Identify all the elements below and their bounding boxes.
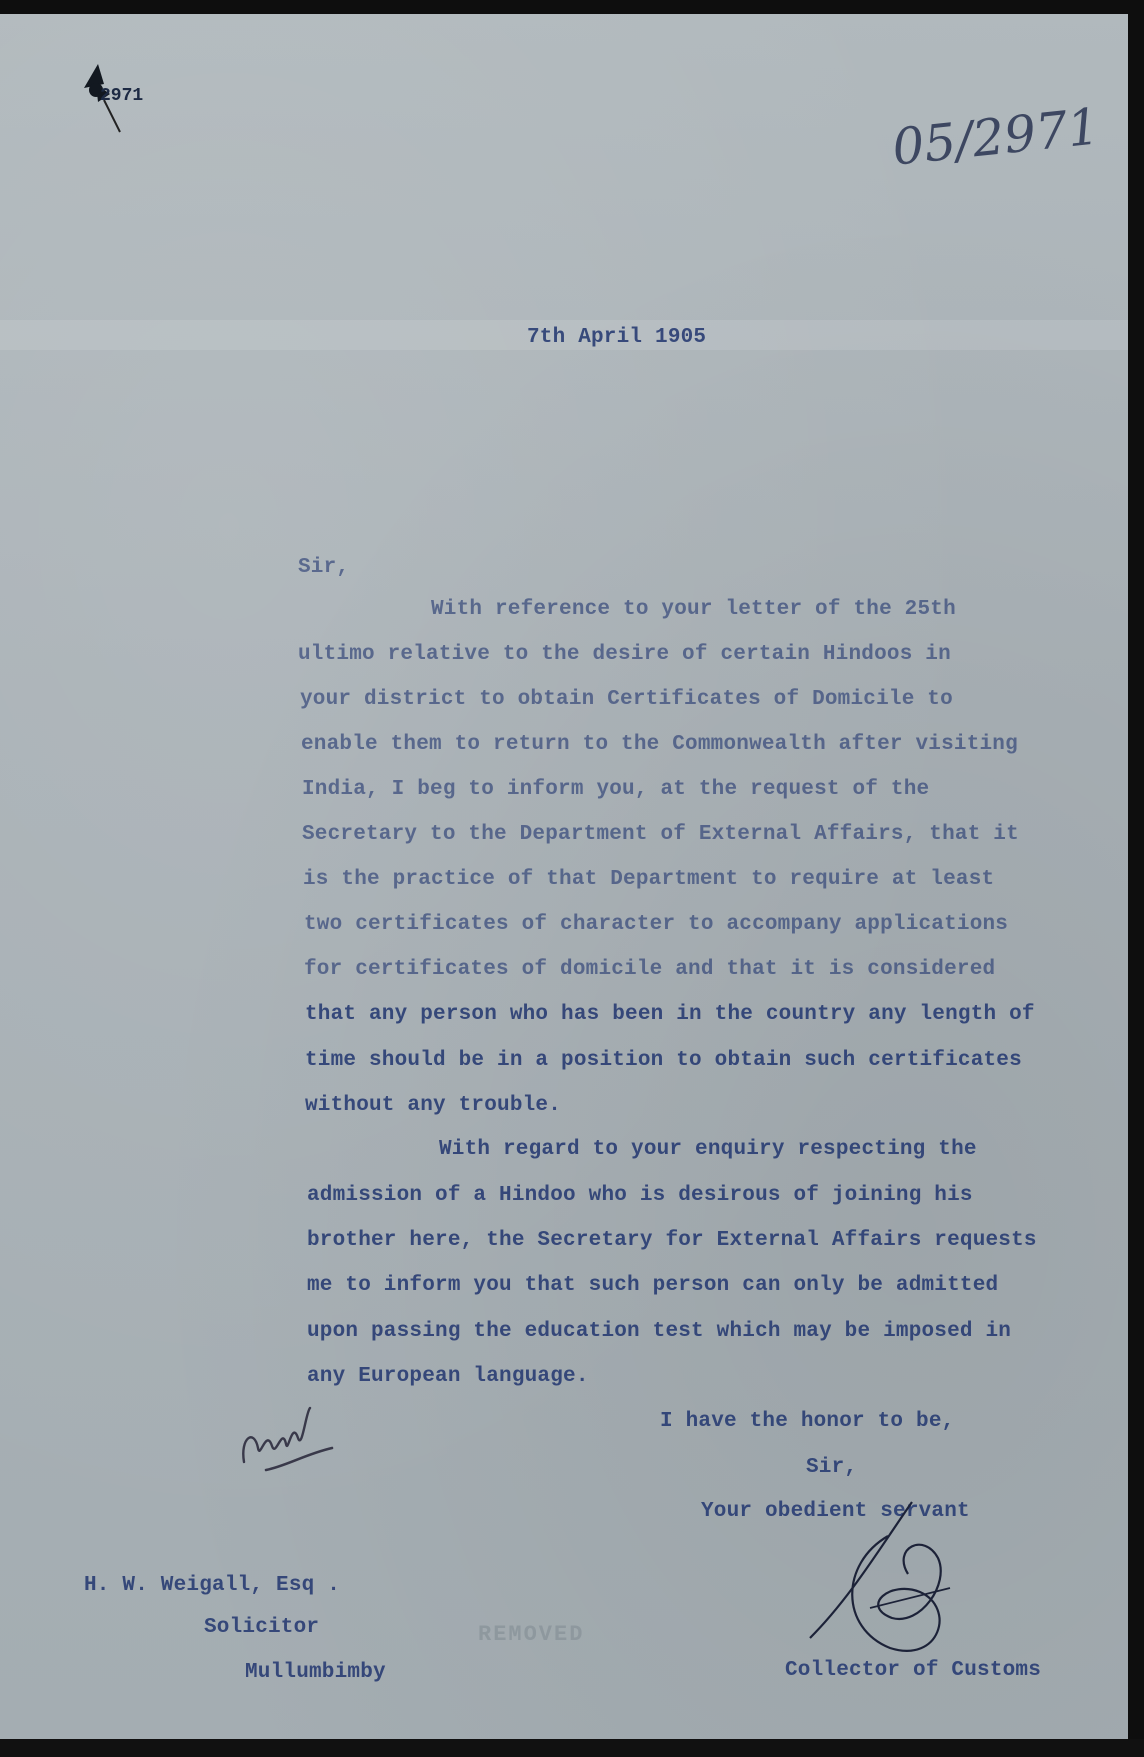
- handwritten-file-reference: 05/2971: [889, 97, 1103, 177]
- file-reference-number: 2971: [100, 86, 144, 106]
- paragraph-line: your district to obtain Certificates of Domicile to: [300, 688, 953, 711]
- signatory-title: Collector of Customs: [785, 1659, 1042, 1682]
- scan-edge-top: [0, 0, 1144, 14]
- paragraph-line: India, I beg to inform you, at the request of the: [302, 778, 930, 801]
- paragraph-line: me to inform you that such person can only be admitted: [307, 1274, 999, 1297]
- faded-stamp: REMOVED: [478, 1622, 585, 1647]
- paragraph-line: for certificates of domicile and that it is considered: [304, 958, 996, 981]
- addressee-title: Solicitor: [204, 1616, 320, 1639]
- scan-edge-bottom: [0, 1739, 1144, 1757]
- paragraph-line: time should be in a position to obtain such certificates: [305, 1049, 1022, 1072]
- addressee-place: Mullumbimby: [245, 1661, 386, 1684]
- paragraph-line: brother here, the Secretary for External Affairs requests: [307, 1229, 1037, 1252]
- closing-line-3: Your obedient servant: [701, 1500, 970, 1523]
- paragraph-line: admission of a Hindoo who is desirous of joining his: [307, 1184, 973, 1207]
- paragraph-line: With reference to your letter of the 25th: [431, 598, 956, 621]
- paragraph-line: With regard to your enquiry respecting the: [439, 1138, 977, 1161]
- signature: [800, 1488, 970, 1668]
- handwritten-initials: [236, 1398, 336, 1478]
- closing-line-1: I have the honor to be,: [660, 1410, 955, 1433]
- paragraph-line: any European language.: [307, 1365, 589, 1388]
- paragraph-line: without any trouble.: [305, 1094, 562, 1117]
- letter-date: 7th April 1905: [527, 326, 707, 349]
- salutation: Sir,: [298, 556, 350, 579]
- paragraph-line: Secretary to the Department of External Affairs, that it: [302, 823, 1019, 846]
- paragraph-line: that any person who has been in the country any length of: [305, 1003, 1035, 1026]
- paragraph-line: ultimo relative to the desire of certain Hindoos in: [298, 643, 951, 666]
- paragraph-line: upon passing the education test which may be imposed in: [307, 1320, 1012, 1343]
- closing-line-2: Sir,: [806, 1456, 858, 1479]
- scan-edge-right: [1128, 0, 1144, 1757]
- paragraph-line: enable them to return to the Commonwealth after visiting: [301, 733, 1018, 756]
- paragraph-line: two certificates of character to accompany applications: [304, 913, 1009, 936]
- paragraph-line: is the practice of that Department to require at least: [303, 868, 995, 891]
- addressee-name: H. W. Weigall, Esq .: [84, 1574, 341, 1597]
